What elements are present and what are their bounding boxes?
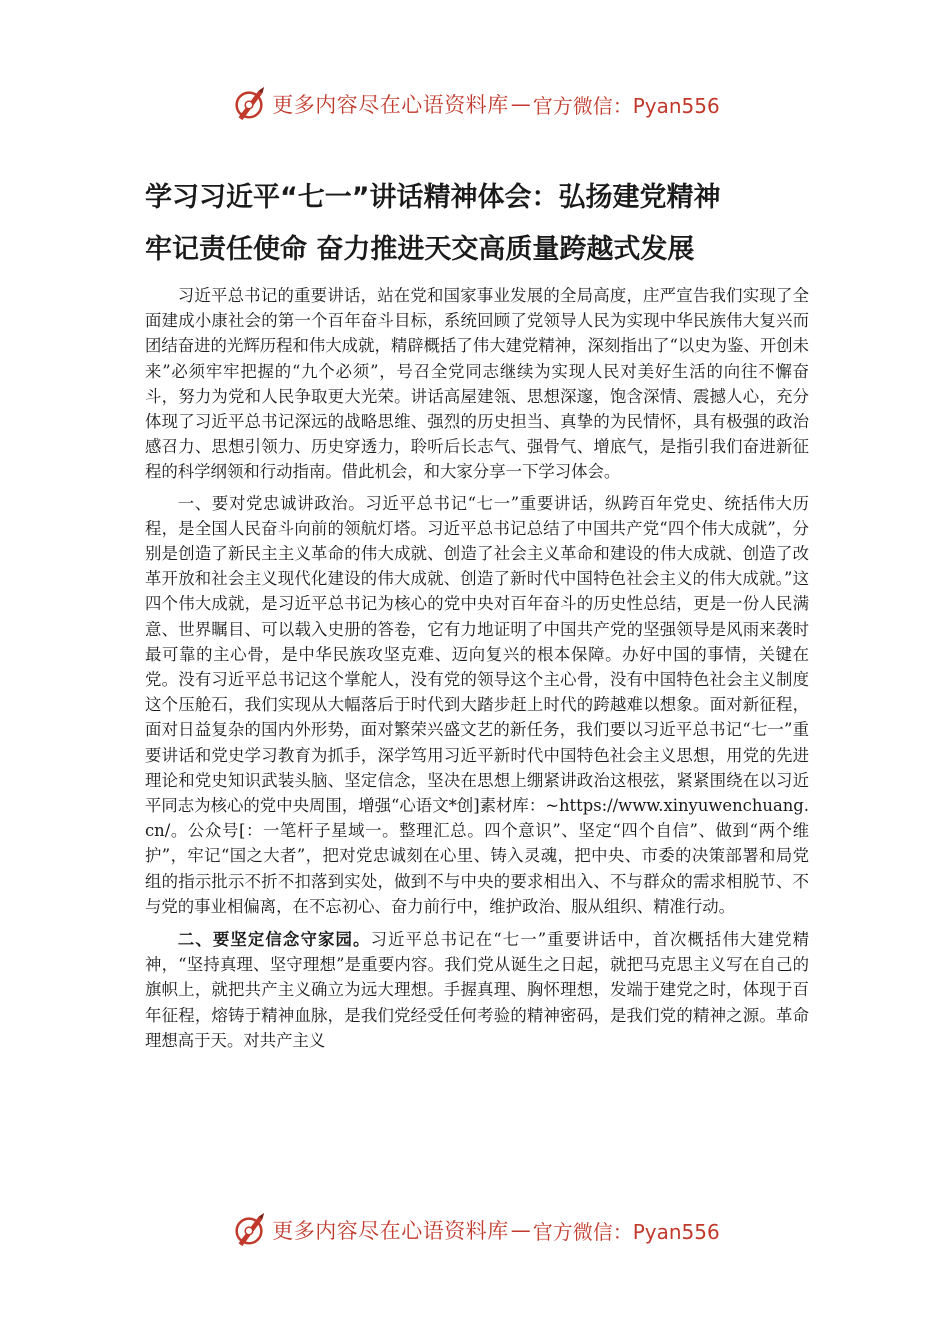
document-body: [145, 283, 809, 1059]
document-title: [145, 172, 825, 276]
banner-brand: 更多内容尽在心语资料库: [272, 93, 509, 117]
header-banner: [0, 82, 950, 126]
footer-brand: 更多内容尽在心语资料库: [272, 1219, 509, 1243]
paragraph-section-1: 一、要对党忠诚讲政治。习近平总书记“七一”重要讲话，纵跨百年党史、统括伟大历程，是全国人民奋斗向前的领航灯塔。习近平总书记总结了中国共产党“四个伟大成就”，分别是创造了新民主主义革命的伟大成就、创造了社会主义革命和建设的伟大成就、创造了改革开放和社会主义现代化建设的伟大成就、创造了新时代中国特色社会主义的伟大成就。”这四个伟大成就，是习近平总书记为核心的党中央对百年奋斗的历史性总结，更是一份人民满意、世界瞩目、可以载入史册的答卷，它有力地证明了中国共产党的坚强领导是风雨来袭时最可靠的主心骨，是中华民族攻坚克难、迈向复兴的根本保障。办好中国的事情，关键在党。没有习近平总书记这个掌舵人，没有党的领导这个主心骨，没有中国特色社会主义制度这个压舱石，我们实现从大幅落后于时代到大踏步赶上时代的跨越难以想象。面对新征程，面对日益复杂的国内外形势，面对繁荣兴盛文艺的新任务，我们要以习近平总书记“七一”重要讲话和党史学习教育为抓手，深学笃用习近平新时代中国特色社会主义思想，用党的先进理论和党史知识武装头脑、坚定信念，坚决在思想上绷紧讲政治这根弦，紧紧围绕在以习近平同志为核心的党中央周围，增强“心语文*创]素材库：~https://www.xinyuwenchuang.cn/。公众号[：一笔杆子星域一。整理汇总。四个意识”、坚定“四个自信”、做到“两个维护”，牢记“国之大者”，把对党忠诚刻在心里、铸入灵魂，把中央、市委的决策部署和局党组的指示批示不折不扣落到实处，做到不与中央的要求相出入、不与群众的需求相脱节、不与党的事业相偏离，在不忘初心、奋力前行中，维护政治、服从组织、精准行动。: [145, 493, 809, 916]
footer-banner: [0, 1208, 950, 1252]
section-2-heading: 二、要坚定信念守家园。: [177, 930, 371, 950]
footer-wechat: 官方微信：Pyan556: [532, 1219, 720, 1244]
title-line-2: 牢记责任使命 奋力推进天交高质量跨越式发展: [145, 234, 695, 265]
banner-separator: —: [510, 92, 531, 116]
section-2-text: 习近平总书记在“七一”重要讲话中，首次概括伟大建党精神，“坚持真理、坚守理想”是重要内容。我们党从诞生之日起，就把马克思主义写在自己的旗帜上，就把共产主义确立为远大理想。手握真理、胸怀理想，发端于建党之时，体现于百年征程，熔铸于精神血脉，是我们党经受任何考验的精神密码，是我们党的精神之源。革命理想高于天。对共产主义: [145, 930, 810, 1050]
paragraph-section-2: [145, 927, 809, 1053]
banner-wechat: 官方微信：Pyan556: [532, 93, 720, 118]
title-line-1: 学习习近平“七一”讲话精神体会：弘扬建党精神: [145, 182, 721, 213]
pen-logo-icon: [230, 85, 268, 123]
paragraph-intro: 习近平总书记的重要讲话，站在党和国家事业发展的全局高度，庄严宣告我们实现了全面建成小康社会的第一个百年奋斗目标，系统回顾了党领导人民为实现中华民族伟大复兴而团结奋进的光辉历程和伟大成就，精辟概括了伟大建党精神，深刻指出了“以史为鉴、开创未来”必须牢牢把握的“九个必须”，号召全党同志继续为实现人民对美好生活的向往不懈奋斗，努力为党和人民争取更大光荣。讲话高屋建瓴、思想深邃，饱含深情、震撼人心，充分体现了习近平总书记深远的战略思维、强烈的历史担当、真挚的为民情怀，具有极强的政治感召力、思想引领力、历史穿透力，聆听后长志气、强骨气、增底气，是指引我们奋进新征程的科学纲领和行动指南。借此机会，和大家分享一下学习体会。: [145, 286, 810, 482]
footer-separator: —: [510, 1218, 531, 1242]
pen-logo-icon: [230, 1211, 268, 1249]
